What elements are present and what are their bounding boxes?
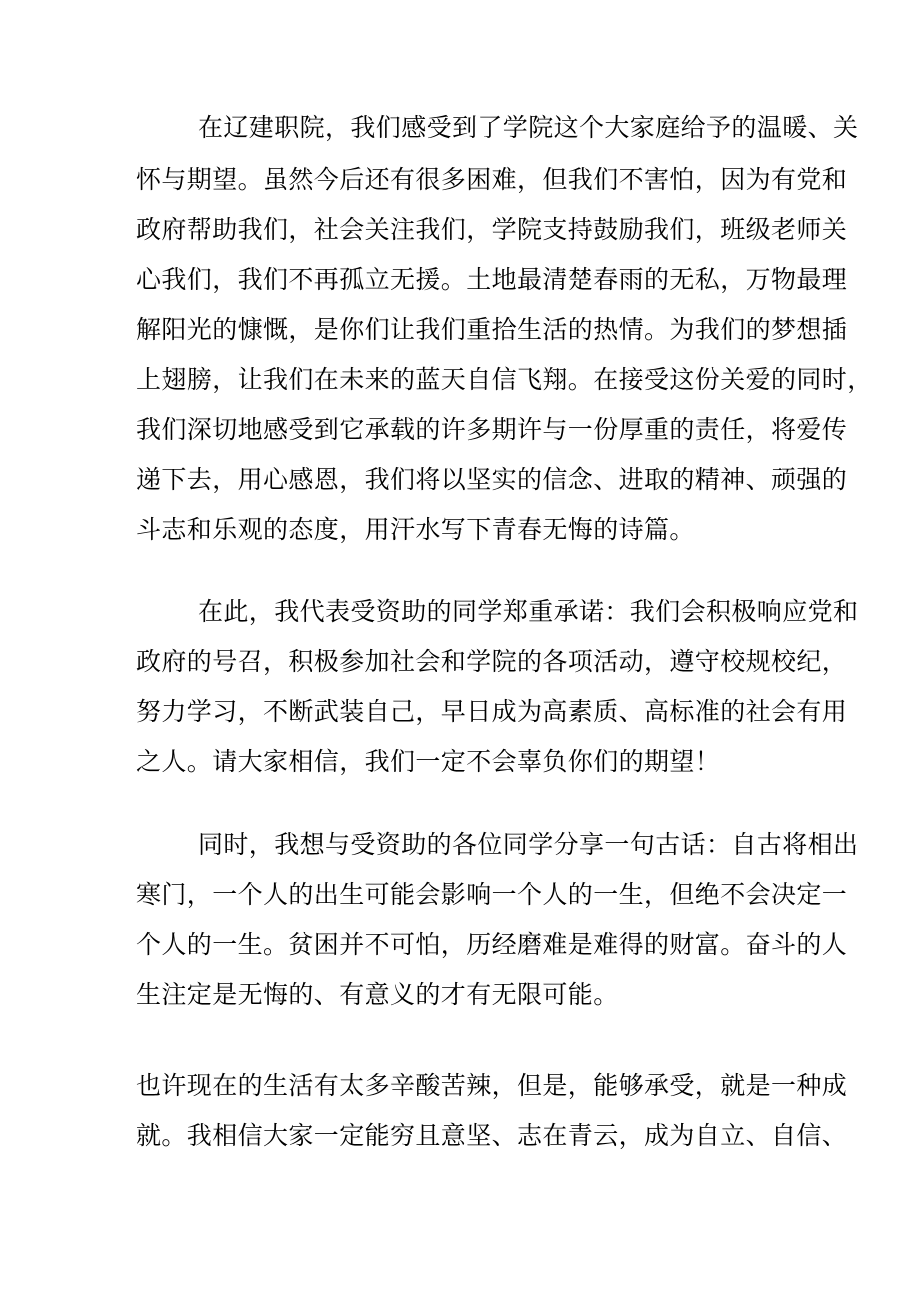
text-line: 我们深切地感受到它承载的许多期许与一份厚重的责任，将爱传 [136, 415, 848, 444]
text-line: 递下去，用心感恩，我们将以坚实的信念、进取的精神、顽强的 [136, 465, 848, 494]
text-line: 生注定是无悔的、有意义的才有无限可能。 [136, 980, 619, 1009]
text-line: 同时，我想与受资助的各位同学分享一句古话：自古将相出 [198, 830, 859, 859]
text-line: 也许现在的生活有太多辛酸苦辣，但是，能够承受，就是一种成 [136, 1071, 848, 1100]
text-line: 上翅膀，让我们在未来的蓝天自信飞翔。在接受这份关爱的同时， [136, 365, 873, 394]
text-line: 在此，我代表受资助的同学郑重承诺：我们会积极响应党和 [198, 597, 859, 626]
text-line: 政府的号召，积极参加社会和学院的各项活动，遵守校规校纪， [136, 647, 848, 676]
text-line: 就。我相信大家一定能穷且意坚、志在青云，成为自立、自信、 [136, 1121, 848, 1150]
text-line: 寒门，一个人的出生可能会影响一个人的一生，但绝不会决定一 [136, 880, 848, 909]
text-line: 解阳光的慷慨，是你们让我们重拾生活的热情。为我们的梦想插 [136, 315, 848, 344]
text-line: 之人。请大家相信，我们一定不会辜负你们的期望！ [136, 747, 721, 776]
text-line: 怀与期望。虽然今后还有很多困难，但我们不害怕，因为有党和 [136, 165, 848, 194]
text-line: 在辽建职院，我们感受到了学院这个大家庭给予的温暖、关 [198, 113, 859, 142]
text-line: 心我们，我们不再孤立无援。土地最清楚春雨的无私，万物最理 [136, 265, 848, 294]
text-line: 斗志和乐观的态度，用汗水写下青春无悔的诗篇。 [136, 515, 695, 544]
text-line: 个人的一生。贫困并不可怕，历经磨难是难得的财富。奋斗的人 [136, 930, 848, 959]
text-line: 努力学习，不断武装自己，早日成为高素质、高标准的社会有用 [136, 697, 848, 726]
text-line: 政府帮助我们，社会关注我们，学院支持鼓励我们，班级老师关 [136, 215, 848, 244]
